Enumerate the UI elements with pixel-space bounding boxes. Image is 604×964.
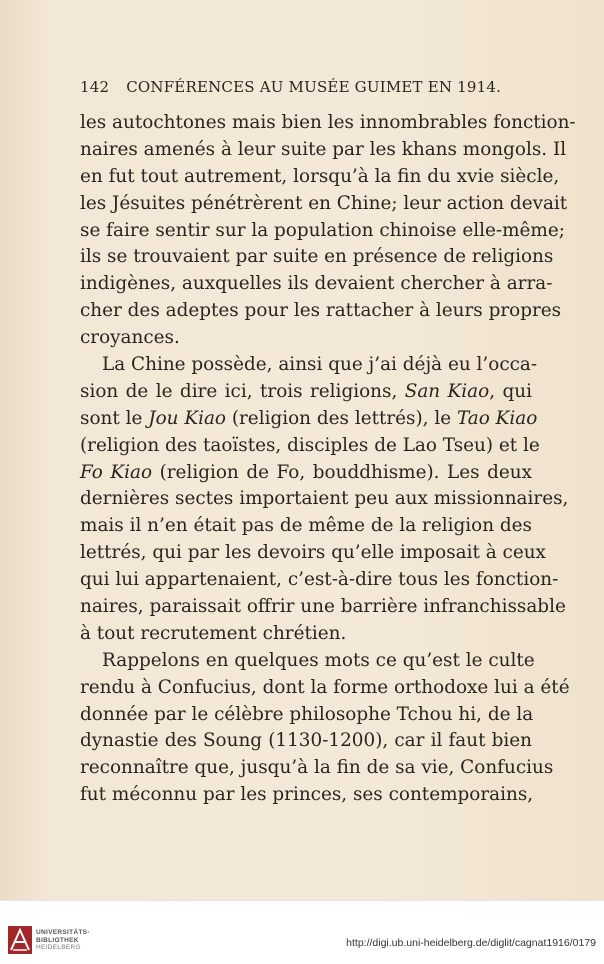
university-library-logo-icon (8, 926, 32, 954)
text-line: lettrés, qui par les devoirs qu’elle imposait à ceux (80, 542, 546, 564)
italic-term: Tao Kiao (456, 407, 538, 429)
text-line: cher des adeptes pour les rattacher à leurs propres (80, 300, 562, 322)
text-line: qui lui appartenaient, c’est-à-dire tous les fonction- (80, 569, 559, 591)
text-line: dynastie des Soung (1130-1200), car il faut bien (80, 730, 532, 752)
text-line: naires amenés à leur suite par les khans mongols. Il (80, 138, 567, 160)
italic-term: Fo Kiao (80, 461, 153, 483)
text-line: mais il n’en était pas de même de la religion des (80, 515, 532, 537)
text-line: se faire sentir sur la population chinoise elle-même; (80, 219, 565, 241)
italic-term: San Kiao (404, 380, 490, 402)
text-line: Rappelons en quelques mots ce qu’est le culte (102, 649, 535, 671)
text-line: (religion des taoïstes, disciples de Lao Tseu) et le (80, 434, 540, 456)
text-line: en fut tout autrement, lorsqu’à la fin du xvie siècle, (80, 165, 560, 187)
text-line: reconnaître que, jusqu’à la fin de sa vie, Confucius (80, 757, 554, 779)
italic-term: Jou Kiao (148, 407, 226, 429)
text-line: rendu à Confucius, dont la forme orthodoxe lui a été (80, 676, 570, 698)
text-line: sont le Jou Kiao (religion des lettrés), le Tao Kiao (80, 407, 538, 429)
text-line: ils se trouvaient par suite en présence de religions (80, 246, 554, 268)
text-line: La Chine possède, ainsi que j’ai déjà eu l’occa- (102, 354, 538, 376)
text-line: les Jésuites pénétrèrent en Chine; leur action devait (80, 192, 568, 214)
text-line: à tout recrutement chrétien. (80, 622, 347, 644)
library-name: UNIVERSITÄTS- BIBLIOTHEK HEIDELBERG (36, 929, 90, 951)
text-line: croyances. (80, 327, 180, 349)
text-line: fut méconnu par les princes, ses contemporains, (80, 784, 534, 806)
source-url-link[interactable]: http://digi.ub.uni-heidelberg.de/diglit/cagnat1916/0179 (346, 937, 596, 949)
text-line: donnée par le célèbre philosophe Tchou hi, de la (80, 703, 534, 725)
body-text (80, 110, 576, 809)
text-line: Fo Kiao (religion de Fo, bouddhisme). Les deux (80, 461, 532, 483)
text-line: indigènes, auxquelles ils devaient chercher à arra- (80, 273, 553, 295)
text-line: naires, paraissait offrir une barrière infranchissable (80, 596, 566, 618)
text-line: les autochtones mais bien les innombrables fonction- (80, 112, 576, 133)
text-line: sion de le dire ici, trois religions, San Kiao, qui (80, 380, 532, 402)
text-line: dernières sectes importaient peu aux missionnaires, (80, 488, 569, 510)
page-number: 142 (80, 78, 110, 96)
running-title: CONFÉRENCES AU MUSÉE GUIMET EN 1914. (126, 78, 502, 96)
running-head (80, 78, 540, 96)
footer-bar (0, 900, 604, 964)
